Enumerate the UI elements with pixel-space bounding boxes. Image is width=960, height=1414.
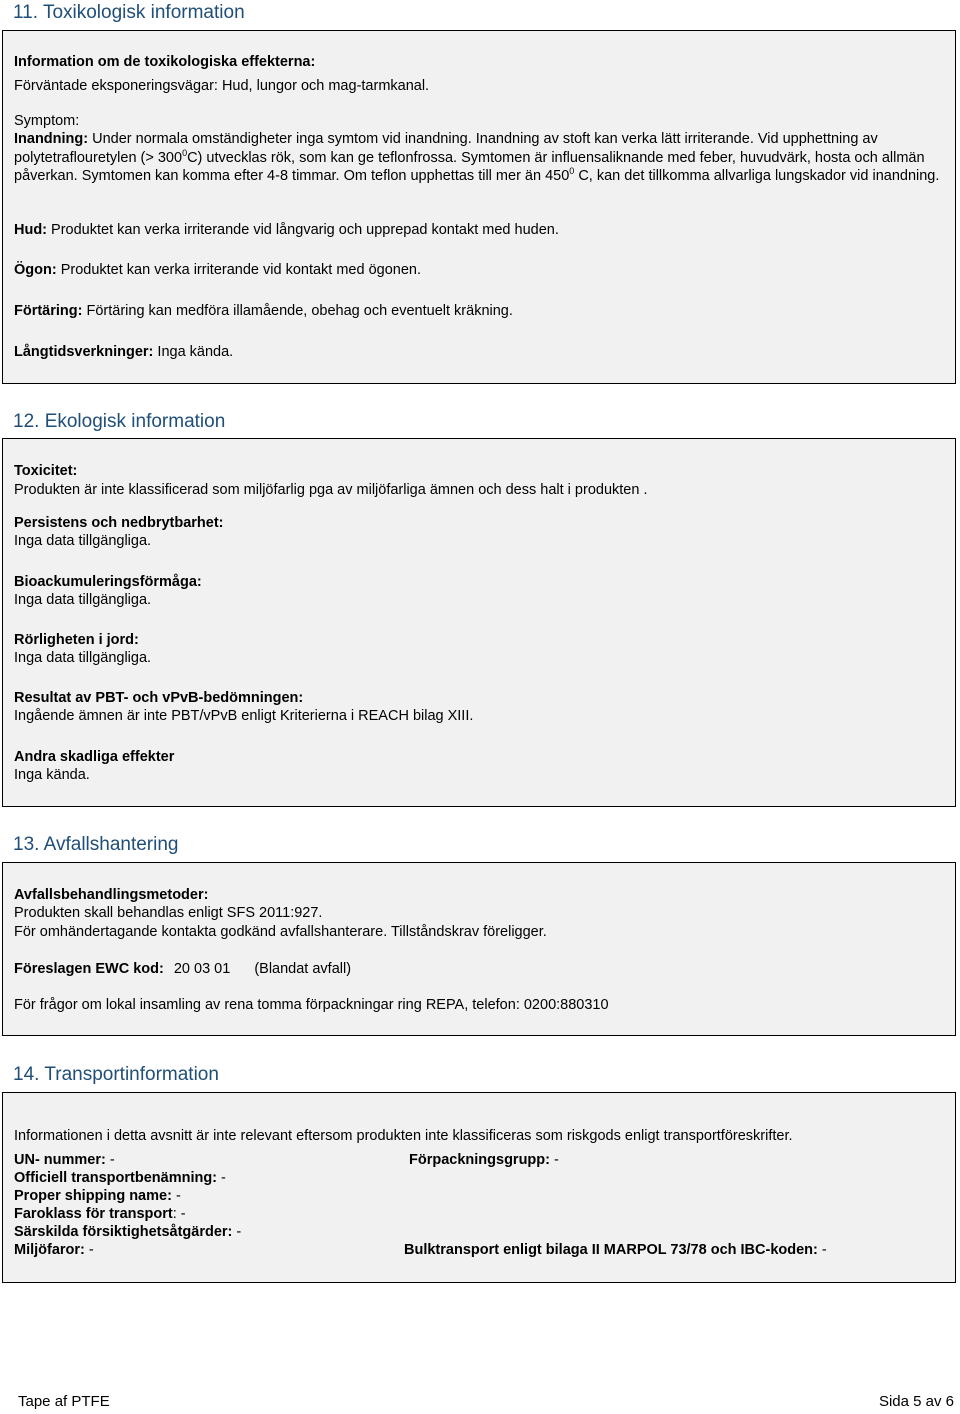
longterm-paragraph: Långtidsverkninger: Inga kända. [14,344,234,360]
mobility-text: Inga data tillgängliga. [14,650,152,666]
transport-intro: Informationen i detta avsnitt är inte relevant eftersom produkten inte klassificeras som riskgods enligt transportföreskrifter. [14,1128,793,1144]
waste-methods-label: Avfallsbehandlingsmetoder: [14,887,209,903]
toxicity-text: Produkten är inte klassificerad som miljöfarlig pga av miljöfarliga ämnen och dess halt i produkten . [14,482,648,498]
mobility-label: Rörligheten i jord: [14,632,139,648]
ingestion-paragraph: Förtäring: Förtäring kan medföra illamående, obehag och eventuelt kräkning. [14,303,513,319]
inhalation-paragraph: Inandning: Under normala omständigheter inga symtom vid inandning. Inandning av stoft kan verka lätt irriterande. Vid upphettning av polytetraflouretylen (> $300^0C$) utvecklas rök, som kan ge teflonfrossa. Symtomen är influensaliknande med feber, huvudvärk, hosta och allmän påverkan. Symtomen kan komma efter 4-8 timmar. Om teflon upphettas till mer än $450^0$ C, kan det tillkomma allvarliga lungskador vid inandning. [14,131,940,184]
symptom-label: Symptom: [14,113,80,129]
ewc-code-row: Föreslagen EWC kod: 20 03 01 (Blandat avfall) [14,961,352,977]
waste-methods-text: Produkten skall behandlas enligt SFS 2011:927. [14,905,323,921]
exposure-routes: Förväntade eksponeringsvägar: Hud, lungor och mag-tarmkanal. [14,78,430,94]
other-effects-label: Andra skadliga effekter [14,749,175,765]
section-14-heading: 14. Transportinformation [13,1064,219,1085]
un-number-row: UN- nummer: - [14,1152,115,1168]
hazard-class-row: Faroklass för transport: - [14,1206,186,1222]
persistence-label: Persistens och nedbrytbarhet: [14,515,224,531]
pbt-text: Ingående ämnen är inte PBT/vPvB enligt Kriterierna i REACH bilag XIII. [14,708,474,724]
persistence-text: Inga data tillgängliga. [14,533,152,549]
bioaccumulation-label: Bioackumuleringsförmåga: [14,574,202,590]
bioaccumulation-text: Inga data tillgängliga. [14,592,152,608]
footer-page-number: Sida 5 av 6 [878,1393,954,1410]
other-effects-text: Inga kända. [14,767,90,783]
pbt-label: Resultat av PBT- och vPvB-bedömningen: [14,690,304,706]
section-12-box [2,438,956,807]
toxicity-label: Toxicitet: [14,463,78,479]
section-14-box [2,1092,956,1283]
official-name-row: Officiell transportbenämning: - [14,1170,226,1186]
shipping-name-row: Proper shipping name: - [14,1188,181,1204]
skin-paragraph: Hud: Produktet kan verka irriterande vid långvarig och upprepad kontakt med huden. [14,222,559,238]
packing-group-row: Förpackningsgrupp: - [409,1152,559,1168]
special-precautions-row: Särskilda försiktighetsåtgärder: - [14,1224,242,1240]
repa-contact-text: För frågor om lokal insamling av rena tomma förpackningar ring REPA, telefon: 0200:880310 [14,997,609,1013]
section-12-heading: 12. Ekologisk information [13,411,226,432]
section-13-heading: 13. Avfallshantering [13,834,179,855]
footer-product-name: Tape af PTFE [18,1393,110,1410]
bulk-transport-row: Bulktransport enligt bilaga II MARPOL 73/78 och IBC-koden: - [404,1242,827,1258]
eyes-paragraph: Ögon: Produktet kan verka irriterande vid kontakt med ögonen. [14,262,421,278]
section-11-box [2,30,956,384]
waste-contractor-text: För omhändertagande kontakta godkänd avfallshanterare. Tillståndskrav föreligger. [14,924,547,940]
section-13-box [2,862,956,1036]
environmental-hazards-row: Miljöfaror: - [14,1242,94,1258]
info-label: Information om de toxikologiska effekterna: [14,54,316,70]
section-11-heading: 11. Toxikologisk information [13,2,245,23]
